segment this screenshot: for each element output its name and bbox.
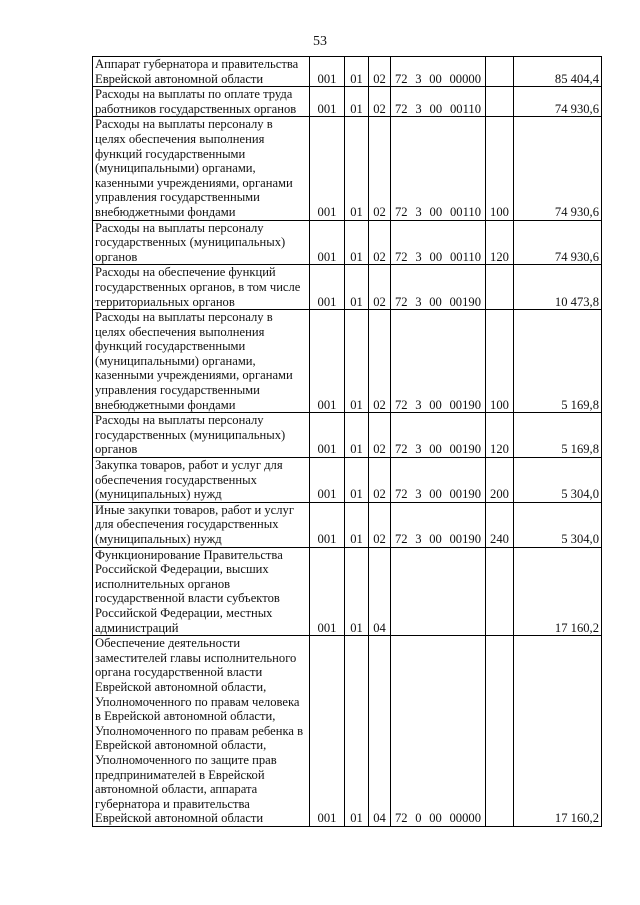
subsection-code: 04 [369, 547, 391, 636]
subsection-code: 04 [369, 636, 391, 827]
target-article-code [391, 265, 486, 310]
target-article-part: 00000 [449, 71, 481, 86]
target-article-part: 3 [415, 294, 422, 309]
target-article-code [391, 57, 486, 87]
subsection-code: 02 [369, 117, 391, 220]
expense-name: Расходы на выплаты по оплате труда работников государственных органов [93, 87, 310, 117]
target-article-code [391, 502, 486, 547]
target-article-part: 00 [429, 532, 442, 546]
expense-name: Функционирование Правительства Российской Федерации, высших исполнительных органов государственной власти субъектов Российской Федерации, местных администраций [93, 547, 310, 636]
target-article-code [391, 458, 486, 503]
ministry-code: 001 [310, 57, 345, 87]
target-article-part: 3 [415, 71, 422, 86]
amount: 17 160,2 [514, 636, 602, 827]
table-row [93, 547, 602, 636]
section-code: 01 [345, 458, 369, 503]
target-article-part: 00190 [449, 397, 481, 412]
expense-type-code: 100 [486, 117, 514, 220]
section-code: 01 [345, 265, 369, 310]
target-article-part: 3 [415, 101, 422, 116]
table-row [93, 87, 602, 117]
target-article-code [391, 413, 486, 458]
expense-name: Аппарат губернатора и правительства Еврейской автономной области [93, 57, 310, 87]
subsection-code: 02 [369, 57, 391, 87]
target-article-part: 00 [429, 487, 442, 502]
subsection-code: 02 [369, 220, 391, 265]
target-article-part: 00190 [449, 487, 481, 502]
target-article-part: 00 [429, 294, 442, 309]
target-article-part: 72 [395, 204, 408, 219]
expense-type-code: 120 [486, 413, 514, 458]
subsection-code: 02 [369, 87, 391, 117]
target-article-part: 72 [395, 294, 408, 309]
expense-type-code: 200 [486, 458, 514, 503]
target-article-part: 72 [395, 71, 408, 86]
target-article-part: 3 [415, 442, 422, 457]
target-article-part: 72 [395, 249, 408, 264]
section-code: 01 [345, 636, 369, 827]
target-article-part: 0 [415, 811, 422, 826]
target-article-part: 00110 [449, 101, 481, 116]
amount: 5 169,8 [514, 413, 602, 458]
ministry-code: 001 [310, 636, 345, 827]
subsection-code: 02 [369, 458, 391, 503]
ministry-code: 001 [310, 310, 345, 413]
expense-type-code [486, 87, 514, 117]
table-row [93, 636, 602, 827]
table-row [93, 57, 602, 87]
target-article-code [391, 547, 486, 636]
target-article-part: 00 [429, 397, 442, 412]
table-row [93, 117, 602, 220]
amount: 5 304,0 [514, 458, 602, 503]
section-code: 01 [345, 87, 369, 117]
table-row [93, 413, 602, 458]
target-article-part: 00000 [449, 811, 481, 826]
ministry-code: 001 [310, 502, 345, 547]
section-code: 01 [345, 57, 369, 87]
target-article-part: 00110 [449, 249, 481, 264]
expense-name: Расходы на обеспечение функций государственных органов, в том числе территориальных органов [93, 265, 310, 310]
table-row [93, 310, 602, 413]
target-article-part: 00190 [449, 294, 481, 309]
target-article-code [391, 117, 486, 220]
section-code: 01 [345, 413, 369, 458]
target-article-part: 00 [429, 204, 443, 219]
ministry-code: 001 [310, 413, 345, 458]
target-article-part: 00 [429, 811, 442, 826]
expense-type-code [486, 636, 514, 827]
target-article-part: 3 [415, 204, 422, 219]
expense-name: Расходы на выплаты персоналу государственных (муниципальных) органов [93, 413, 310, 458]
ministry-code: 001 [310, 265, 345, 310]
target-article-part: 72 [395, 487, 408, 502]
section-code: 01 [345, 547, 369, 636]
table-row [93, 502, 602, 547]
target-article-part: 3 [415, 249, 422, 264]
expense-name: Иные закупки товаров, работ и услуг для обеспечения государственных (муниципальных) нужд [93, 502, 310, 547]
expense-type-code: 120 [486, 220, 514, 265]
amount: 74 930,6 [514, 220, 602, 265]
target-article-part: 72 [395, 442, 408, 457]
budget-table [92, 56, 602, 827]
amount: 74 930,6 [514, 117, 602, 220]
section-code: 01 [345, 310, 369, 413]
target-article-part: 00110 [449, 204, 481, 219]
target-article-part: 00 [429, 101, 443, 116]
amount: 17 160,2 [514, 547, 602, 636]
table-row [93, 220, 602, 265]
target-article-part: 3 [415, 397, 422, 412]
ministry-code: 001 [310, 220, 345, 265]
expense-type-code [486, 57, 514, 87]
target-article-code [391, 310, 486, 413]
ministry-code: 001 [310, 87, 345, 117]
expense-name: Обеспечение деятельности заместителей главы исполнительного органа государственной власти Еврейской автономной области, Уполномоченного по правам человека в Еврейской автономной области, Уполномоченного по правам ребенка в Еврейской автономной области, Уполномоченного по защите прав предпринимателей в Еврейской автономной области, аппарата губернатора и правительства Еврейской автономной области [93, 636, 310, 827]
ministry-code: 001 [310, 547, 345, 636]
amount: 5 304,0 [514, 502, 602, 547]
expense-type-code [486, 547, 514, 636]
target-article-code [391, 220, 486, 265]
target-article-part: 00 [429, 249, 443, 264]
expense-name: Расходы на выплаты персоналу в целях обеспечения выполнения функций государственными (муниципальными) органами, казенными учреждениями, органами управления государственными внебюджетными фондами [93, 117, 310, 220]
expense-type-code [486, 265, 514, 310]
target-article-code [391, 87, 486, 117]
table-row [93, 458, 602, 503]
subsection-code: 02 [369, 413, 391, 458]
subsection-code: 02 [369, 265, 391, 310]
section-code: 01 [345, 220, 369, 265]
subsection-code: 02 [369, 310, 391, 413]
expense-type-code: 240 [486, 502, 514, 547]
amount: 10 473,8 [514, 265, 602, 310]
ministry-code: 001 [310, 117, 345, 220]
target-article-part: 72 [395, 811, 408, 826]
target-article-part: 3 [415, 487, 422, 502]
table-row [93, 265, 602, 310]
expense-type-code: 100 [486, 310, 514, 413]
amount: 85 404,4 [514, 57, 602, 87]
page-number: 53 [313, 34, 327, 49]
expense-name: Расходы на выплаты персоналу в целях обеспечения выполнения функций государственными (муниципальными) органами, казенными учреждениями, органами управления государственными внебюджетными фондами [93, 310, 310, 413]
ministry-code: 001 [310, 458, 345, 503]
target-article-part: 00 [429, 442, 442, 457]
subsection-code: 02 [369, 502, 391, 547]
target-article-part: 72 [395, 101, 408, 116]
target-article-part: 00 [429, 71, 442, 86]
target-article-part: 72 [395, 397, 408, 412]
target-article-code [391, 636, 486, 827]
target-article-part: 72 [395, 532, 408, 546]
target-article-part: 00190 [449, 442, 481, 457]
section-code: 01 [345, 502, 369, 547]
amount: 74 930,6 [514, 87, 602, 117]
target-article-part: 3 [415, 532, 422, 546]
amount: 5 169,8 [514, 310, 602, 413]
section-code: 01 [345, 117, 369, 220]
expense-name: Расходы на выплаты персоналу государственных (муниципальных) органов [93, 220, 310, 265]
expense-name: Закупка товаров, работ и услуг для обеспечения государственных (муниципальных) нужд [93, 458, 310, 503]
target-article-part: 00190 [449, 532, 481, 546]
